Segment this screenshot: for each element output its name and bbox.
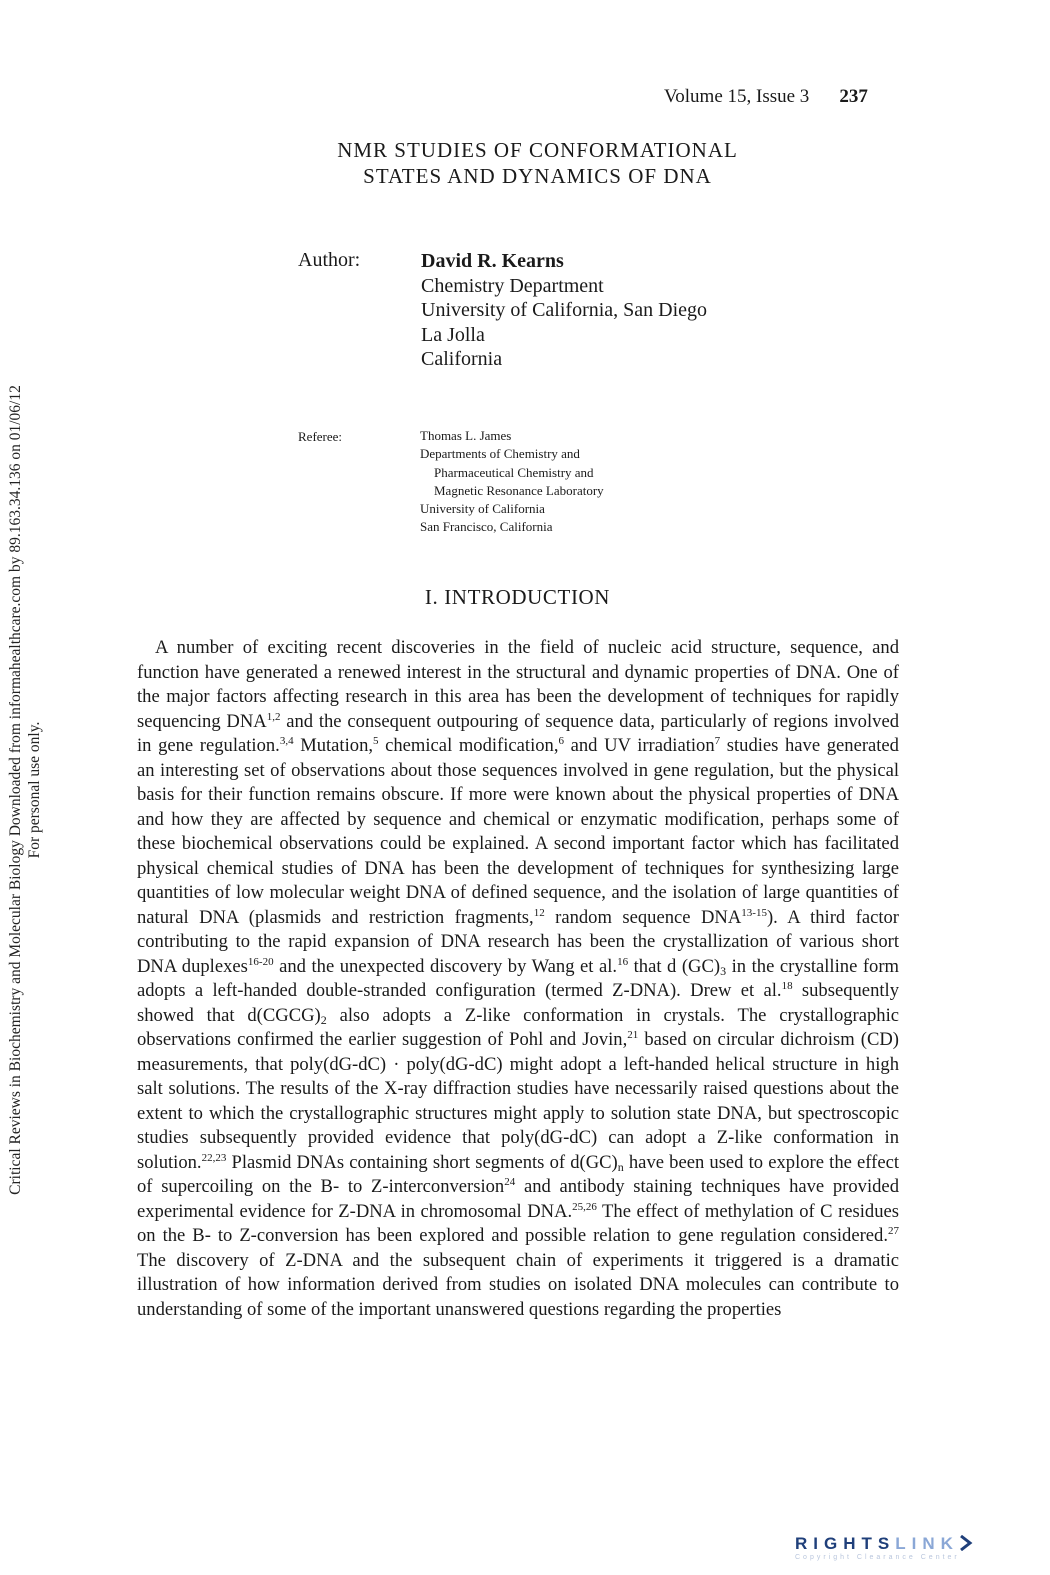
citation-superscript: 1,2 [266,710,281,723]
referee-name: Thomas L. James [420,428,512,443]
body-text-run: and antibody staining techniques have provided experimental evidence for Z-DNA in chromosomal DNA. [137,1176,899,1222]
body-text-run: and the unexpected discovery by Wang et al. [273,955,618,977]
referee-affiliation-line: Magnetic Resonance Laboratory [434,482,604,498]
body-text-run: and the consequent outpouring of sequence data, particularly of regions involved in gene regulation. [137,710,899,756]
body-text-run: Mutation, [293,735,374,756]
referee-affiliation-line: San Francisco, California [420,519,553,535]
section-heading: I. INTRODUCTION [424,585,611,609]
body-text-run: chemical modification, [378,735,559,756]
author-block [421,249,707,372]
citation-superscript: 16-20 [247,955,274,968]
author-affiliation-line: University of California, San Diego [421,299,708,321]
subscript: 2 [320,1012,327,1027]
referee-affiliation-line: Departments of Chemistry and [420,446,580,462]
author-name: David R. Kearns [421,250,564,272]
body-text-run: have been used to explore the effect of supercoiling on the B- to Z-interconversion [137,1151,899,1197]
body-text-run: studies have generated an interesting set of observations about those sequences involved in gene regulation, but the physical basis for their function remains obscure. If more were known about the physical properties of DNA and how they are affected by sequence and chemical or enzymatic modification, perhaps some of these biochemical observations could be explained. A second important factor which has facilitated physical chemical studies of DNA has been the development of techniques for synthesizing large quantities of low molecular weight DNA of defined sequence, and the isolation of large quantities of natural DNA (plasmids and restriction fragments, [137,735,899,928]
running-head: Volume 15, Issue 3 [664,86,810,107]
subscript: 3 [720,963,727,978]
rightslink-word: RIGHTS [795,1534,896,1553]
author-affiliation-line: California [421,348,503,370]
referee-label: Referee: [298,429,343,444]
body-text-run: that d (GC) [628,955,721,977]
citation-superscript: 7 [714,735,721,747]
citation-superscript: 5 [373,735,379,747]
body-paragraph [137,636,899,1322]
body-text-run: in the crystalline form adopts a left-handed double-stranded configuration (termed Z-DNA). Drew et al. [137,955,899,1001]
citation-superscript: 18 [781,980,793,992]
body-text-run: Plasmid DNAs containing short segments of d(GC) [226,1151,618,1173]
citation-superscript: 6 [558,735,564,747]
rightslink-caption: Copyright Clearance Center [795,1554,960,1561]
author-label: Author: [298,249,361,271]
rightslink-logo[interactable] [795,1534,1027,1564]
running-header [664,86,868,108]
body-text-run: and UV irradiation [564,735,715,756]
author-affiliation-line: La Jolla [421,323,485,346]
citation-superscript: 24 [504,1176,516,1188]
citation-superscript: 27 [888,1225,899,1237]
referee-affiliation-line: Pharmaceutical Chemistry and [434,464,594,480]
download-watermark [3,350,47,1230]
rightslink-arrow-icon [959,1535,973,1551]
watermark-line: Critical Reviews in Biochemistry and Molecular Biology Downloaded from informahealthcare.com by 89.163.34.136 on 01/06/12 [7,385,24,1195]
body-text-run: random sequence DNA [544,906,742,928]
citation-superscript: 22,23 [201,1151,227,1164]
citation-superscript: 21 [627,1029,639,1041]
body-text-run: subsequently showed that d(CGCG) [137,980,899,1026]
author-affiliation-line: Chemistry Department [421,274,604,297]
rightslink-word: LINK [895,1534,959,1553]
watermark-line: For personal use only. [26,721,43,859]
body-text-run: A number of exciting recent discoveries in the field of nucleic acid structure, sequence, and function have generated a renewed interest in the structural and dynamic properties of DNA. One of the major factors affecting research in this area has been the development of techniques for rapidly sequencing DNA [137,637,899,732]
referee-affiliation-line: University of California [420,501,545,517]
article-title [250,137,825,189]
citation-superscript: 25,26 [572,1200,597,1213]
citation-superscript: 3,4 [279,735,294,747]
body-text-run: based on circular dichroism (CD) measurements, that poly(dG-dC) · poly(dG-dC) might adopt a left-handed helical structure in high salt solutions. The results of the X-ray diffraction studies have necessarily raised questions about the extent to which the crystallographic structures might apply to solution state DNA, but spectroscopic studies subsequently provided evidence that poly(dG-dC) can adopt a Z-like conformation in solution. [137,1029,899,1173]
body-text-run: The discovery of Z-DNA and the subsequent chain of experiments it triggered is a dramatic illustration of how information derived from studies on isolated DNA molecules can contribute to understanding of some of the important unanswered questions regarding the properties [137,1249,899,1320]
title-line: NMR STUDIES OF CONFORMATIONAL [337,138,738,162]
citation-superscript: 13-15 [741,906,767,919]
body-text-run: ). A third factor contributing to the rapid expansion of DNA research has been the crystallization of various short DNA duplexes [137,906,899,977]
citation-superscript: 16 [617,955,629,968]
page-number: 237 [839,86,868,107]
citation-superscript: 12 [533,906,545,919]
referee-block [420,427,604,537]
subscript: n [617,1159,624,1174]
title-line: STATES AND DYNAMICS OF DNA [363,164,712,188]
body-text-run: also adopts a Z-like conformation in crystals. The crystallographic observations confirmed the earlier suggestion of Pohl and Jovin, [137,1004,899,1050]
body-text-run: The effect of methylation of C residues on the B- to Z-conversion has been explored and possible relation to gene regulation considered. [137,1200,899,1246]
